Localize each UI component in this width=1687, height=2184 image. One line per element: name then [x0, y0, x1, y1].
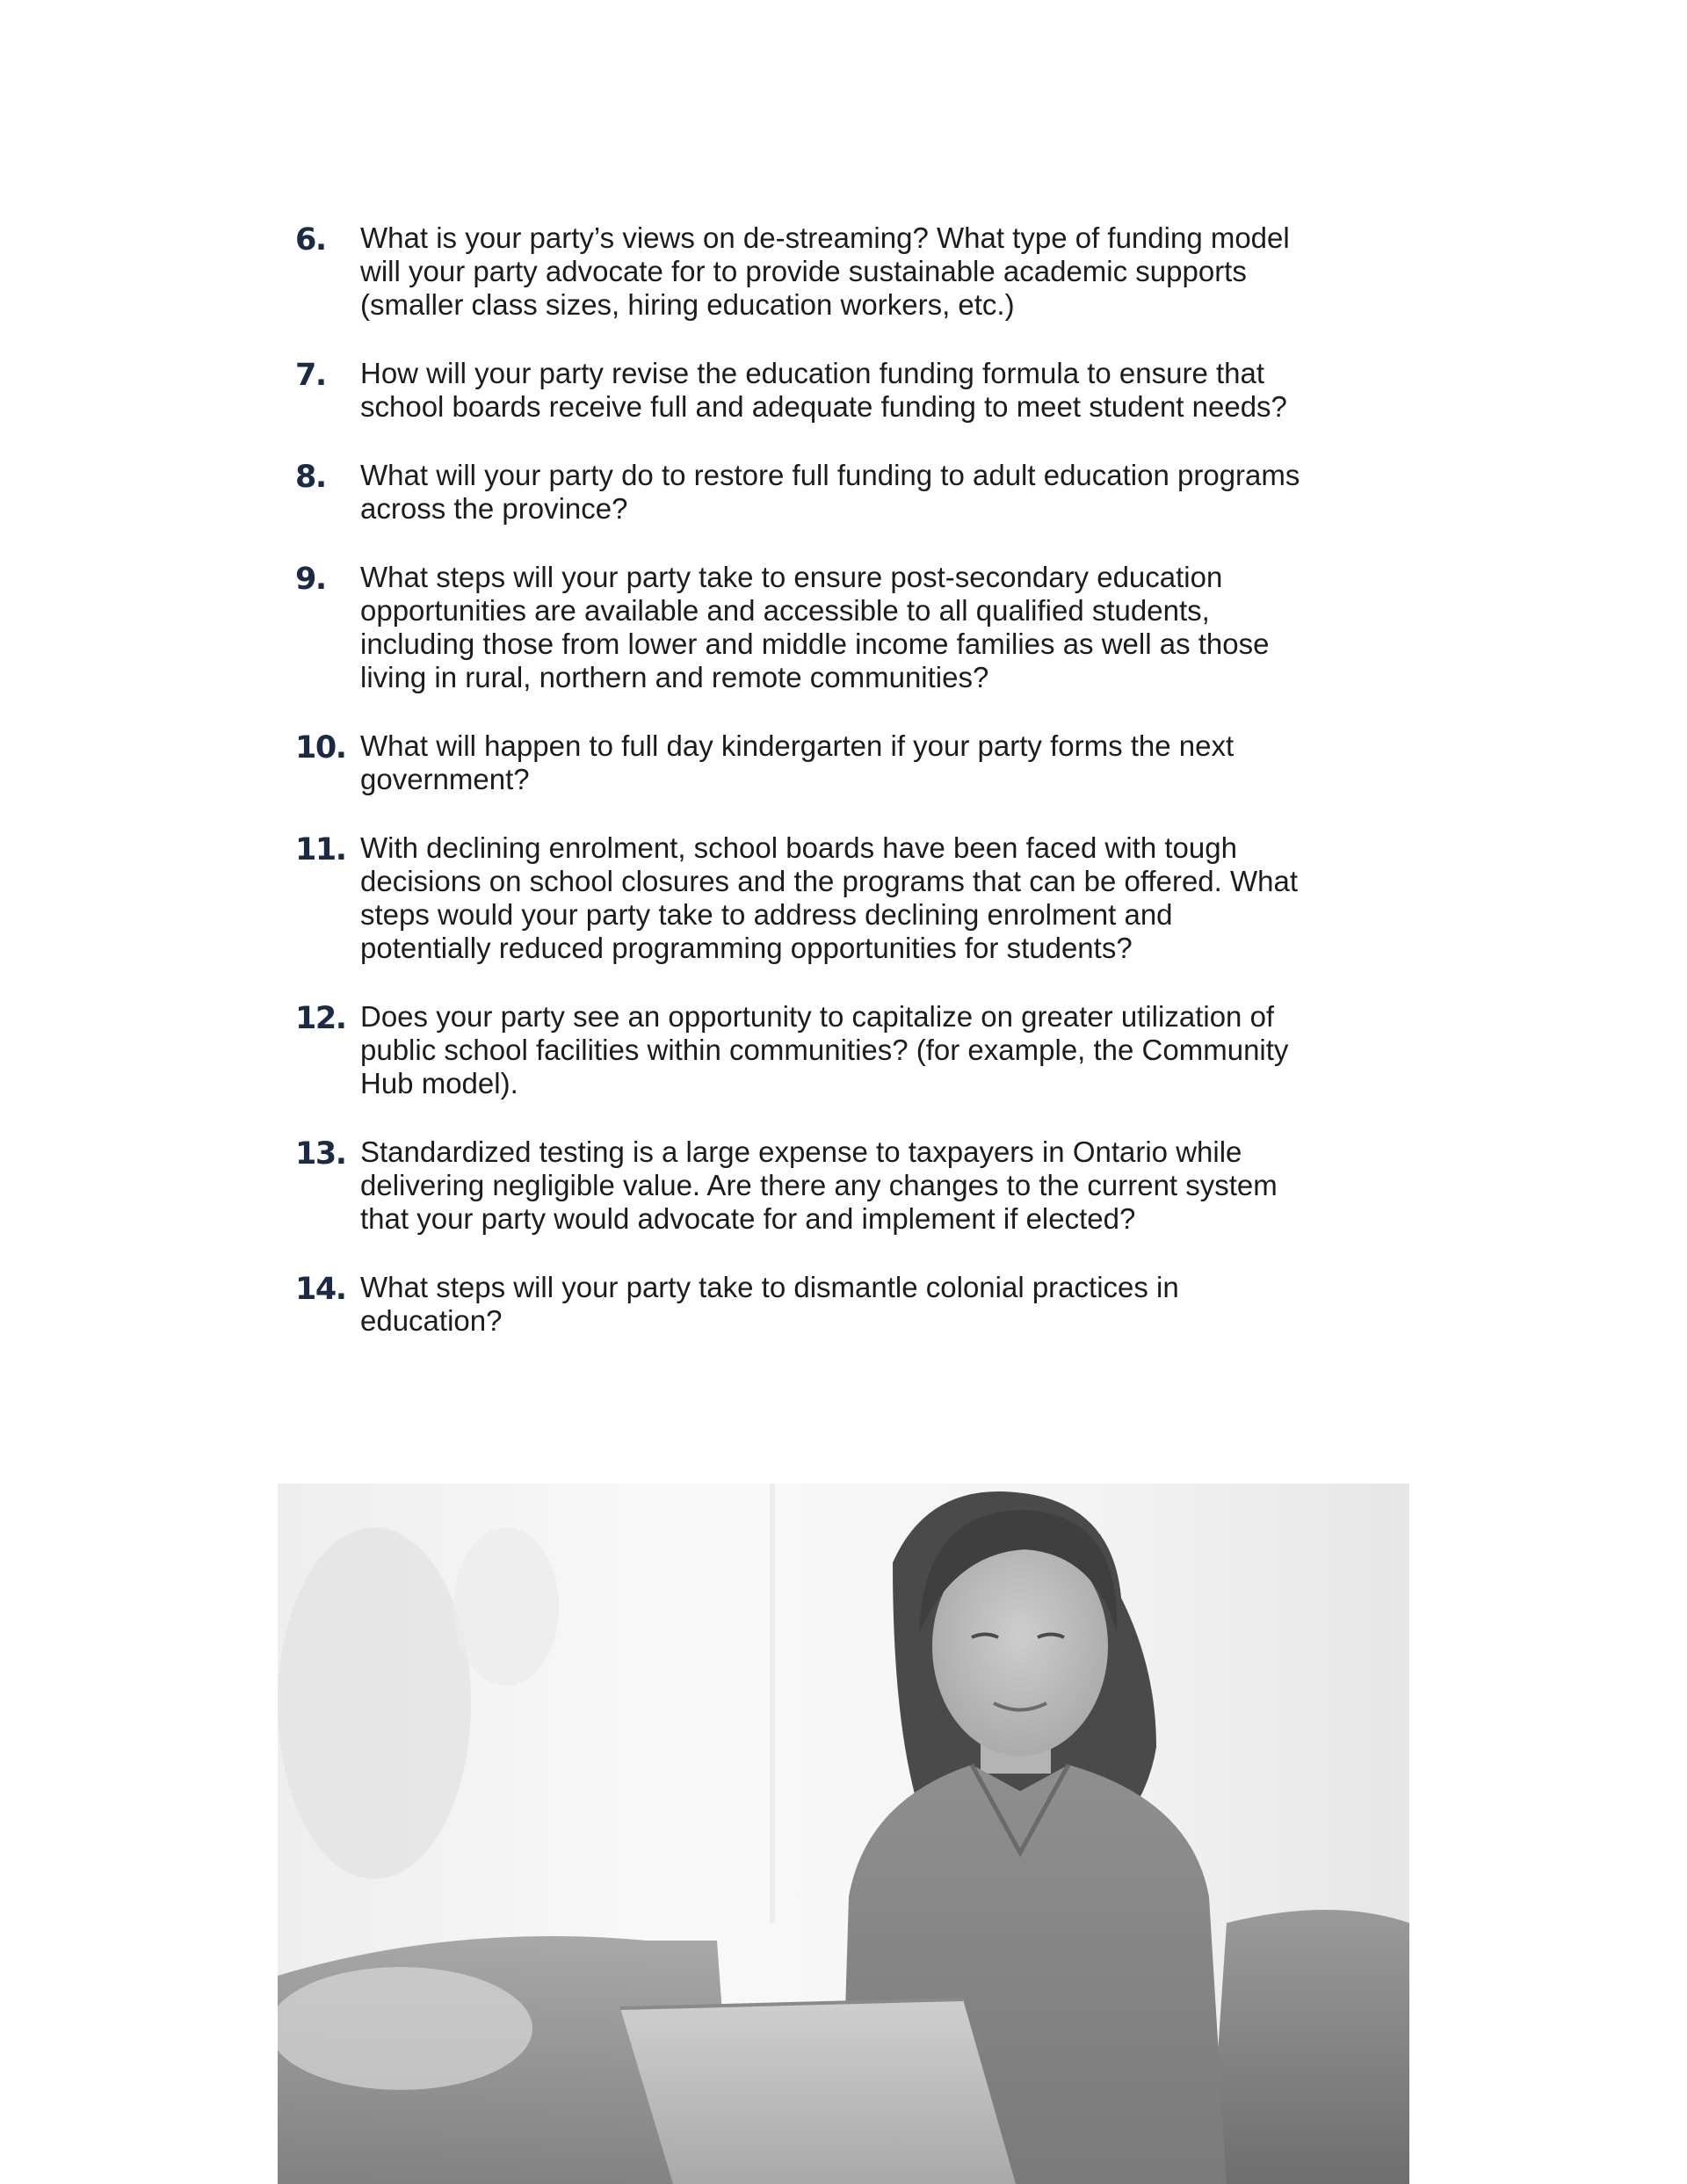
question-number: 6.	[295, 222, 326, 258]
question-number: 7.	[295, 358, 326, 393]
photo-woman-with-laptop	[278, 1484, 1409, 2184]
question-item	[295, 561, 1306, 694]
question-number: 8.	[295, 460, 326, 495]
question-item	[295, 459, 1306, 526]
question-item	[295, 729, 1306, 796]
photo-illustration	[278, 1484, 1409, 2184]
question-text: Does your party see an opportunity to capitalize on greater utilization of public school facilities within communities? (for example, the Community Hub model).	[360, 1000, 1289, 1099]
question-text: How will your party revise the education funding formula to ensure that school boards receive full and adequate funding to meet student needs?	[360, 357, 1287, 423]
question-text: With declining enrolment, school boards have been faced with tough decisions on school closures and the programs that can be offered. What steps would your party take to address declining enrolment and potentially reduced programming opportunities for students?	[360, 831, 1299, 964]
question-text: What steps will your party take to dismantle colonial practices in education?	[360, 1271, 1179, 1337]
question-number: 14.	[295, 1272, 346, 1307]
question-text: What will happen to full day kindergarten if your party forms the next government?	[360, 729, 1234, 795]
question-item	[295, 357, 1306, 424]
question-number: 11.	[295, 832, 346, 867]
question-item	[295, 1271, 1306, 1338]
question-number: 12.	[295, 1001, 346, 1036]
question-number: 10.	[295, 730, 346, 765]
question-text: What steps will your party take to ensure post-secondary education opportunities are available and accessible to all qualified students, including those from lower and middle income families as well as those living in rural, northern and remote communities?	[360, 561, 1270, 693]
question-number: 9.	[295, 562, 326, 597]
question-item	[295, 831, 1306, 965]
question-item	[295, 221, 1306, 322]
question-text: Standardized testing is a large expense to taxpayers in Ontario while delivering negligible value. Are there any changes to the current system that your party would advocate for and implement if elected?	[360, 1136, 1278, 1235]
question-item	[295, 1136, 1306, 1236]
question-text: What is your party’s views on de-streaming? What type of funding model will your party advocate for to provide sustainable academic supports (smaller class sizes, hiring education workers, etc.)	[360, 221, 1290, 321]
question-item	[295, 1000, 1306, 1100]
question-text: What will your party do to restore full funding to adult education programs across the province?	[360, 459, 1300, 525]
question-list	[295, 221, 1306, 1373]
question-number: 13.	[295, 1136, 346, 1172]
